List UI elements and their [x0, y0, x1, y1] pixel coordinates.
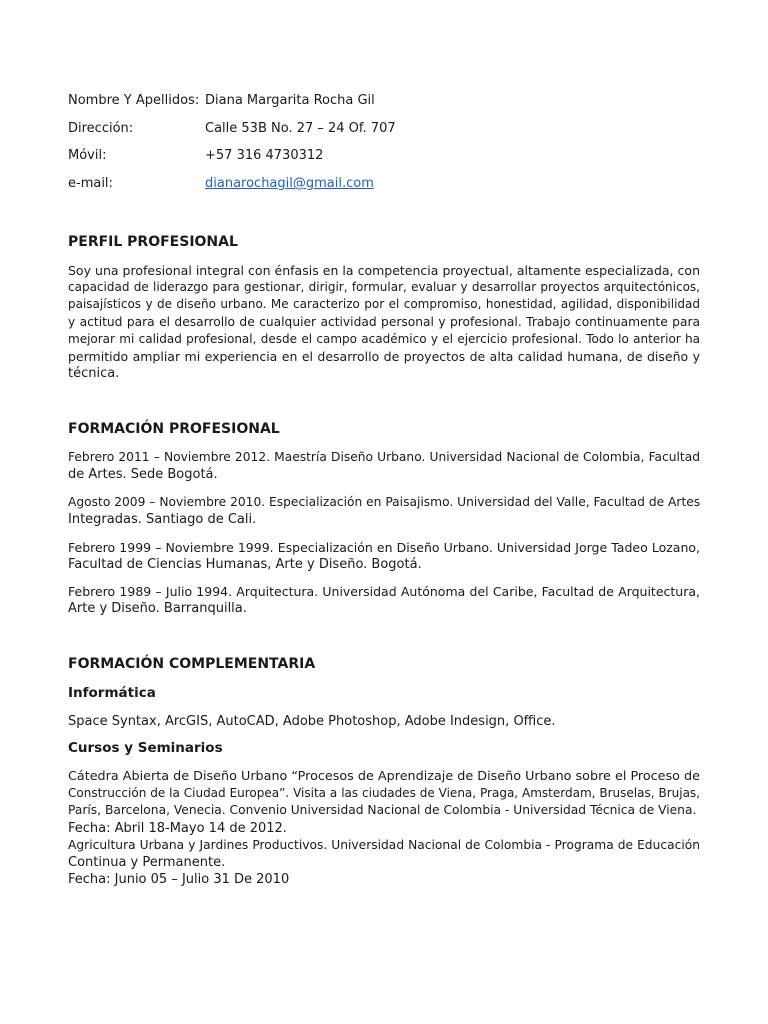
- perfil-line: técnica.: [68, 366, 120, 382]
- cursos-line: Agricultura Urbana y Jardines Productivos. Universidad Nacional de Colombia - Programa de Educación: [68, 837, 700, 852]
- address-label: Dirección:: [68, 121, 134, 136]
- cursos-line: París, Barcelona, Venecia. Convenio Universidad Nacional de Colombia - Universidad Técnica de Viena.: [68, 803, 697, 818]
- email-label: e-mail:: [68, 176, 113, 191]
- perfil-line: capacidad de liderazgo para gestionar, dirigir, formular, evaluar y desarrollar proyectos arquitectónicos,: [68, 280, 700, 295]
- cursos-line: Fecha: Junio 05 – Julio 31 De 2010: [68, 872, 290, 888]
- perfil-line: y actitud para el desarrollo de cualquier actividad personal y profesional. Trabajo continuamente para: [68, 314, 700, 329]
- formacion-heading: FORMACIÓN PROFESIONAL: [68, 421, 280, 437]
- formacion-entry-line: Febrero 1999 – Noviembre 1999. Especialización en Diseño Urbano. Universidad Jorge Tadeo Lozano,: [68, 540, 700, 555]
- name-label: Nombre Y Apellidos:: [68, 93, 200, 108]
- formacion-entry-line: Agosto 2009 – Noviembre 2010. Especialización en Paisajismo. Universidad del Valle, Facultad de Artes: [68, 495, 701, 509]
- cursos-heading: Cursos y Seminarios: [68, 740, 223, 756]
- cursos-line: Cátedra Abierta de Diseño Urbano “Procesos de Aprendizaje de Diseño Urbano sobre el Proceso de: [68, 769, 700, 784]
- address-value: Calle 53B No. 27 – 24 Of. 707: [205, 121, 396, 136]
- formacion-entry-line: Arte y Diseño. Barranquilla.: [68, 601, 247, 617]
- formacion-entry-line: de Artes. Sede Bogotá.: [68, 467, 218, 483]
- formacion-entry: [68, 583, 700, 617]
- perfil-paragraph: [68, 262, 700, 382]
- mobile-value: +57 316 4730312: [205, 148, 324, 163]
- formacion-entry-line: Facultad de Ciencias Humanas, Arte y Diseño. Bogotá.: [68, 557, 422, 573]
- formacion-entry-line: Febrero 2011 – Noviembre 2012. Maestría Diseño Urbano. Universidad Nacional de Colombia, Facultad: [68, 450, 700, 464]
- informatica-line: Space Syntax, ArcGIS, AutoCAD, Adobe Photoshop, Adobe Indesign, Office.: [68, 714, 556, 729]
- formacion-entry-line: Febrero 1989 – Julio 1994. Arquitectura. Universidad Autónoma del Caribe, Facultad de Arquitectura,: [68, 584, 700, 599]
- cursos-line: Fecha: Abril 18-Mayo 14 de 2012.: [68, 820, 287, 836]
- perfil-line: permitido ampliar mi experiencia en el desarrollo de proyectos de alta calidad humana, de diseño y: [68, 349, 700, 365]
- mobile-label: Móvil:: [68, 148, 107, 163]
- perfil-line: Soy una profesional integral con énfasis en la competencia proyectual, altamente especializada, con: [68, 263, 700, 278]
- informatica-heading: Informática: [68, 685, 156, 701]
- perfil-line: paisajísticos y de diseño urbano. Me caracterizo por el compromiso, honestidad, agilidad, disponibilidad: [68, 297, 700, 312]
- informatica-text: [68, 713, 700, 730]
- formacion-entry: [68, 539, 700, 573]
- complementaria-heading: FORMACIÓN COMPLEMENTARIA: [68, 656, 316, 672]
- perfil-heading: PERFIL PROFESIONAL: [68, 234, 238, 250]
- formacion-entry: [68, 494, 700, 528]
- perfil-line: mejorar mi calidad profesional, desde el campo académico y el ejercicio profesional. Todo lo anterior ha: [68, 331, 700, 346]
- cursos-line: Continua y Permanente.: [68, 855, 226, 871]
- formacion-entry-line: Integradas. Santiago de Cali.: [68, 512, 257, 528]
- name-value: Diana Margarita Rocha Gil: [205, 93, 375, 108]
- cursos-line: Construcción de la Ciudad Europea”. Visita a las ciudades de Viena, Praga, Amsterdam, Bruselas, Brujas,: [68, 786, 700, 801]
- formacion-entry: [68, 449, 700, 483]
- cursos-paragraph: [68, 768, 700, 888]
- email-link[interactable]: dianarochagil@gmail.com: [205, 176, 374, 191]
